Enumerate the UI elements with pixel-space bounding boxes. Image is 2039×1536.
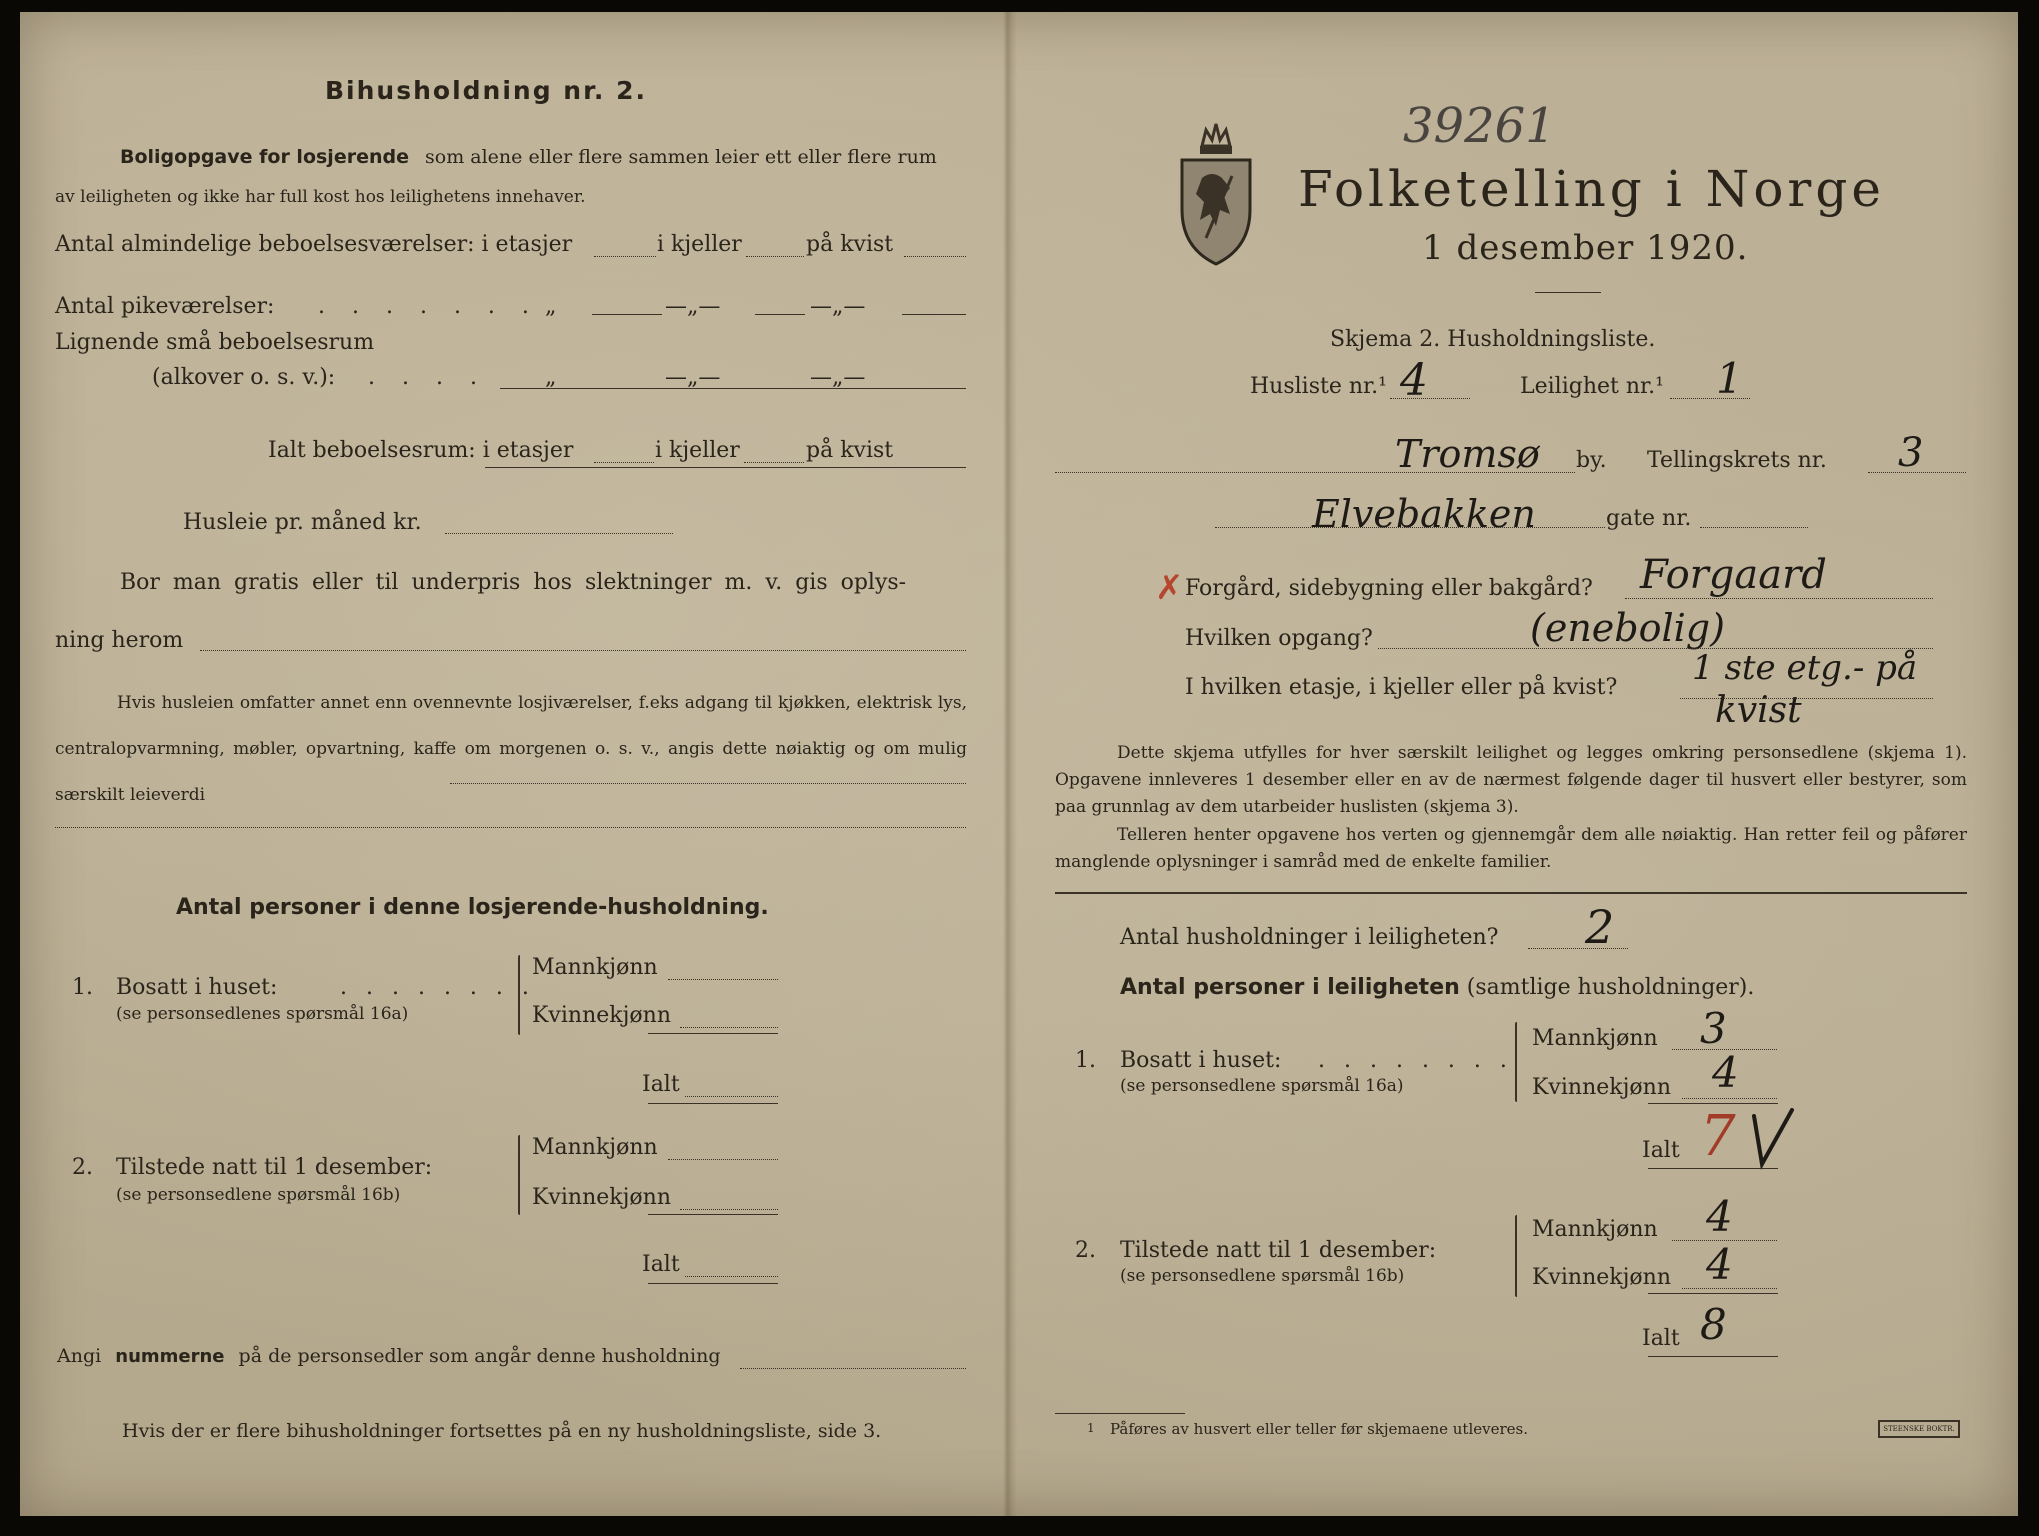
pike-ditto: „	[545, 294, 557, 319]
right-q1-mann-label: Mannkjønn	[1532, 1026, 1658, 1051]
angi-post: på de personsedler som angår denne husholdning	[238, 1345, 721, 1367]
opgang-value[interactable]: (enebolig)	[1530, 606, 1725, 650]
left-q1-label: Bosatt i huset:	[116, 975, 278, 1000]
row-ialt-label: Ialt beboelsesrum: i etasjer	[268, 438, 574, 463]
form-date: 1 desember 1920.	[1422, 228, 1749, 268]
left-q2-ialt-label: Ialt	[642, 1252, 680, 1277]
red-x-mark: ✗	[1155, 568, 1184, 608]
husholdninger-label: Antal husholdninger i leiligheten?	[1120, 925, 1499, 950]
right-q1-num: 1.	[1075, 1048, 1096, 1073]
right-q2-label: Tilstede natt til 1 desember:	[1120, 1238, 1437, 1263]
instructions-paragraph-2: Telleren henter opgavene hos verten og gjennemgår dem alle nøiaktig. Han retter feil og påfører manglende oplysninger i samråd med de enkelte familier.	[1055, 825, 1967, 872]
ialt-underline	[485, 467, 966, 468]
field-pike-kvist[interactable]	[902, 314, 966, 315]
footnote-text: Påføres av husvert eller teller før skjemaene utleveres.	[1110, 1420, 1528, 1438]
left-heading: Bihusholdning nr. 2.	[325, 76, 647, 105]
handwritten-archive-number: 39261	[1403, 98, 1556, 154]
field-leieverdi-2[interactable]	[55, 827, 966, 828]
right-q1-kvinne-label: Kvinnekjønn	[1532, 1075, 1671, 1100]
left-q2-ialt-rule	[648, 1283, 778, 1284]
gratis-line-1: Bor man gratis eller til underpris hos slektninger m. v. gis oplys-	[120, 570, 907, 595]
i-kjeller-label-1: i kjeller	[657, 232, 742, 257]
left-q2-kvinne-field[interactable]	[680, 1209, 778, 1210]
husholdninger-value[interactable]: 2	[1585, 900, 1615, 954]
left-q1-brace	[518, 955, 520, 1035]
alkover-ditto: „	[545, 365, 557, 390]
field-etasjer-1[interactable]	[594, 256, 656, 257]
gate-nr-field[interactable]	[1700, 527, 1808, 528]
form-title: Folketelling i Norge	[1298, 160, 1885, 218]
intro-rest: som alene eller flere sammen leier ett eller flere rum	[425, 146, 937, 168]
by-value[interactable]: Tromsø	[1395, 432, 1540, 476]
field-husleie[interactable]	[445, 533, 673, 534]
gate-label: gate nr.	[1606, 506, 1692, 531]
row-husleie-label: Husleie pr. måned kr.	[183, 510, 422, 535]
paa-kvist-label-1: på kvist	[806, 232, 894, 257]
husholdninger-field[interactable]	[1528, 948, 1628, 949]
field-ialt-kjeller[interactable]	[744, 462, 804, 463]
center-fold	[1003, 12, 1017, 1516]
right-q2-ialt-rule	[1648, 1356, 1778, 1357]
right-q2-kvinne-field[interactable]	[1682, 1288, 1777, 1289]
skjema-label: Skjema 2. Husholdningsliste.	[1330, 327, 1656, 352]
left-q1-kvinne-label: Kvinnekjønn	[532, 1003, 671, 1028]
etasje-label: I hvilken etasje, i kjeller eller på kvist?	[1185, 675, 1618, 700]
right-q2-mann-value[interactable]: 4	[1706, 1192, 1733, 1241]
left-q1-dots: . . . . . . . .	[340, 975, 535, 1000]
right-q1-sub: (se personsedlene spørsmål 16a)	[1120, 1076, 1404, 1096]
angi-pre: Angi	[57, 1345, 102, 1367]
field-gratis[interactable]	[200, 650, 966, 651]
left-q1-ialt-label: Ialt	[642, 1072, 680, 1097]
krets-label: Tellingskrets nr.	[1647, 448, 1827, 473]
gate-value[interactable]: Elvebakken	[1312, 492, 1536, 536]
right-q2-sum-rule	[1648, 1293, 1778, 1294]
intro-line-2: av leiligheten og ikke har full kost hos leilighetens innehaver.	[55, 187, 586, 207]
husliste-field[interactable]	[1390, 398, 1470, 399]
field-pike-etasjer[interactable]	[592, 314, 662, 315]
paa-kvist-label-2: på kvist	[806, 438, 894, 463]
right-q1-ialt-rule	[1648, 1168, 1778, 1169]
instructions-rule	[1055, 892, 1967, 894]
left-persons-heading: Antal personer i denne losjerende-husholdning.	[176, 895, 769, 920]
husliste-value[interactable]: 4	[1400, 355, 1428, 406]
i-kjeller-label-2: i kjeller	[655, 438, 740, 463]
leilighet-field[interactable]	[1670, 398, 1750, 399]
field-nummerne[interactable]	[740, 1368, 966, 1369]
intro-bold: Boligopgave for losjerende	[120, 146, 409, 168]
field-alkover-line[interactable]	[500, 388, 966, 389]
forgaard-label: Forgård, sidebygning eller bakgård?	[1185, 576, 1593, 601]
angi-bold: nummerne	[115, 1346, 225, 1367]
right-q1-kvinne-value[interactable]: 4	[1712, 1048, 1739, 1097]
footnote-mark: 1	[1087, 1421, 1095, 1435]
leilighet-label: Leilighet nr.¹	[1520, 374, 1664, 399]
left-q2-label: Tilstede natt til 1 desember:	[116, 1155, 433, 1180]
left-q1-mann-field[interactable]	[668, 979, 778, 980]
field-ialt-etasjer[interactable]	[594, 462, 654, 463]
right-q1-mann-value[interactable]: 3	[1700, 1004, 1727, 1053]
instructions-paragraph-1: Dette skjema utfylles for hver særskilt leilighet og legges omkring personsedlene (skjema 1). Opgavene innleveres 1 desember eller en av de nærmest følgende dager til husvert eller bestyrer, som paa grunnlag av dem utarbeider huslisten (skjema 3).	[1055, 743, 1967, 817]
right-q2-kvinne-label: Kvinnekjønn	[1532, 1265, 1671, 1290]
field-kvist-1[interactable]	[904, 256, 966, 257]
field-pike-kjeller[interactable]	[755, 314, 805, 315]
by-label: by.	[1576, 448, 1607, 473]
row-pike-label: Antal pikeværelser:	[55, 294, 275, 319]
forgaard-value[interactable]: Forgaard	[1640, 552, 1827, 598]
right-persons-heading	[1120, 975, 1754, 1000]
right-q1-ialt-label: Ialt	[1642, 1138, 1680, 1163]
opgang-label: Hvilken opgang?	[1185, 626, 1373, 651]
alkover-ditto-dash-2: —„—	[810, 365, 866, 390]
krets-value[interactable]: 3	[1898, 430, 1924, 476]
left-q2-sum-rule	[648, 1214, 778, 1215]
left-q1-ialt-rule	[648, 1103, 778, 1104]
field-kjeller-1[interactable]	[746, 256, 804, 257]
etasje-value-2[interactable]: kvist	[1715, 690, 1802, 731]
left-q1-mann-label: Mannkjønn	[532, 955, 658, 980]
forgaard-field[interactable]	[1625, 598, 1933, 599]
left-footer: Hvis der er flere bihusholdninger fortsettes på en ny husholdningsliste, side 3.	[122, 1420, 882, 1442]
row-lignende-label: Lignende små beboelsesrum	[55, 330, 375, 355]
left-q2-brace	[518, 1135, 520, 1215]
gate-field[interactable]	[1215, 527, 1605, 528]
by-field[interactable]	[1055, 472, 1575, 473]
title-rule	[1535, 292, 1601, 293]
right-persons-heading-rest: (samtlige husholdninger).	[1466, 975, 1755, 1000]
left-q2-sub: (se personsedlene spørsmål 16b)	[116, 1185, 401, 1205]
husliste-label: Husliste nr.¹	[1250, 374, 1387, 399]
row-alkover-label: (alkover o. s. v.):	[152, 365, 336, 390]
pike-ditto-dash-2: —„—	[810, 294, 866, 319]
omfatter-paragraph: Hvis husleien omfatter annet enn ovennevnte losjiværelser, f.eks adgang til kjøkken, elektrisk lys, centralopvarmning, møbler, opvartning, kaffe om morgenen o. s. v., angis dette nøiaktig og om mulig særskilt leieverdi	[55, 693, 967, 805]
right-q2-sub: (se personsedlene spørsmål 16b)	[1120, 1266, 1405, 1286]
pike-dots: . . . . . . .	[318, 294, 539, 319]
row-almindelige-label: Antal almindelige beboelsesværelser: i etasjer	[55, 232, 573, 257]
left-q2-kvinne-label: Kvinnekjønn	[532, 1185, 671, 1210]
norway-coat-of-arms-icon	[1172, 118, 1260, 268]
gratis-line-2: ning herom	[55, 628, 184, 653]
right-q1-ialt-value[interactable]: 7	[1700, 1104, 1736, 1169]
right-q2-ialt-value[interactable]: 8	[1700, 1300, 1727, 1349]
field-leieverdi[interactable]	[450, 783, 966, 784]
pike-ditto-dash-1: —„—	[665, 294, 721, 319]
left-q2-ialt-field[interactable]	[685, 1276, 778, 1277]
right-persons-heading-bold: Antal personer i leiligheten	[1120, 975, 1460, 1000]
left-q1-kvinne-field[interactable]	[680, 1027, 778, 1028]
etasje-value[interactable]: 1 ste etg.- på	[1692, 648, 1918, 688]
alkover-dots: . . . .	[368, 365, 487, 390]
intro-line-1	[120, 146, 937, 168]
angi-line	[57, 1345, 720, 1367]
right-q2-num: 2.	[1075, 1238, 1096, 1263]
printer-stamp: STEENSKE BOKTR.	[1878, 1420, 1960, 1438]
etasje-field[interactable]	[1680, 698, 1933, 699]
leilighet-value[interactable]: 1	[1716, 354, 1743, 403]
right-q1-kvinne-field[interactable]	[1682, 1098, 1777, 1099]
left-q1-sub: (se personsedlenes spørsmål 16a)	[116, 1004, 409, 1024]
left-q1-ialt-field[interactable]	[685, 1096, 778, 1097]
krets-field[interactable]	[1868, 472, 1966, 473]
right-q1-label: Bosatt i huset:	[1120, 1048, 1282, 1073]
right-q2-ialt-label: Ialt	[1642, 1326, 1680, 1351]
right-q2-brace	[1515, 1215, 1517, 1297]
right-q1-brace	[1515, 1022, 1517, 1102]
right-q2-kvinne-value[interactable]: 4	[1706, 1240, 1733, 1289]
left-q1-sum-rule	[648, 1033, 778, 1034]
left-q2-mann-label: Mannkjønn	[532, 1135, 658, 1160]
check-mark-icon	[1750, 1106, 1796, 1172]
footnote-rule	[1055, 1413, 1185, 1414]
right-q2-mann-label: Mannkjønn	[1532, 1217, 1658, 1242]
left-q2-num: 2.	[72, 1155, 93, 1180]
alkover-ditto-dash-1: —„—	[665, 365, 721, 390]
right-q1-dots: . . . . . . . .	[1318, 1048, 1513, 1073]
left-q2-mann-field[interactable]	[668, 1159, 778, 1160]
left-q1-num: 1.	[72, 975, 93, 1000]
